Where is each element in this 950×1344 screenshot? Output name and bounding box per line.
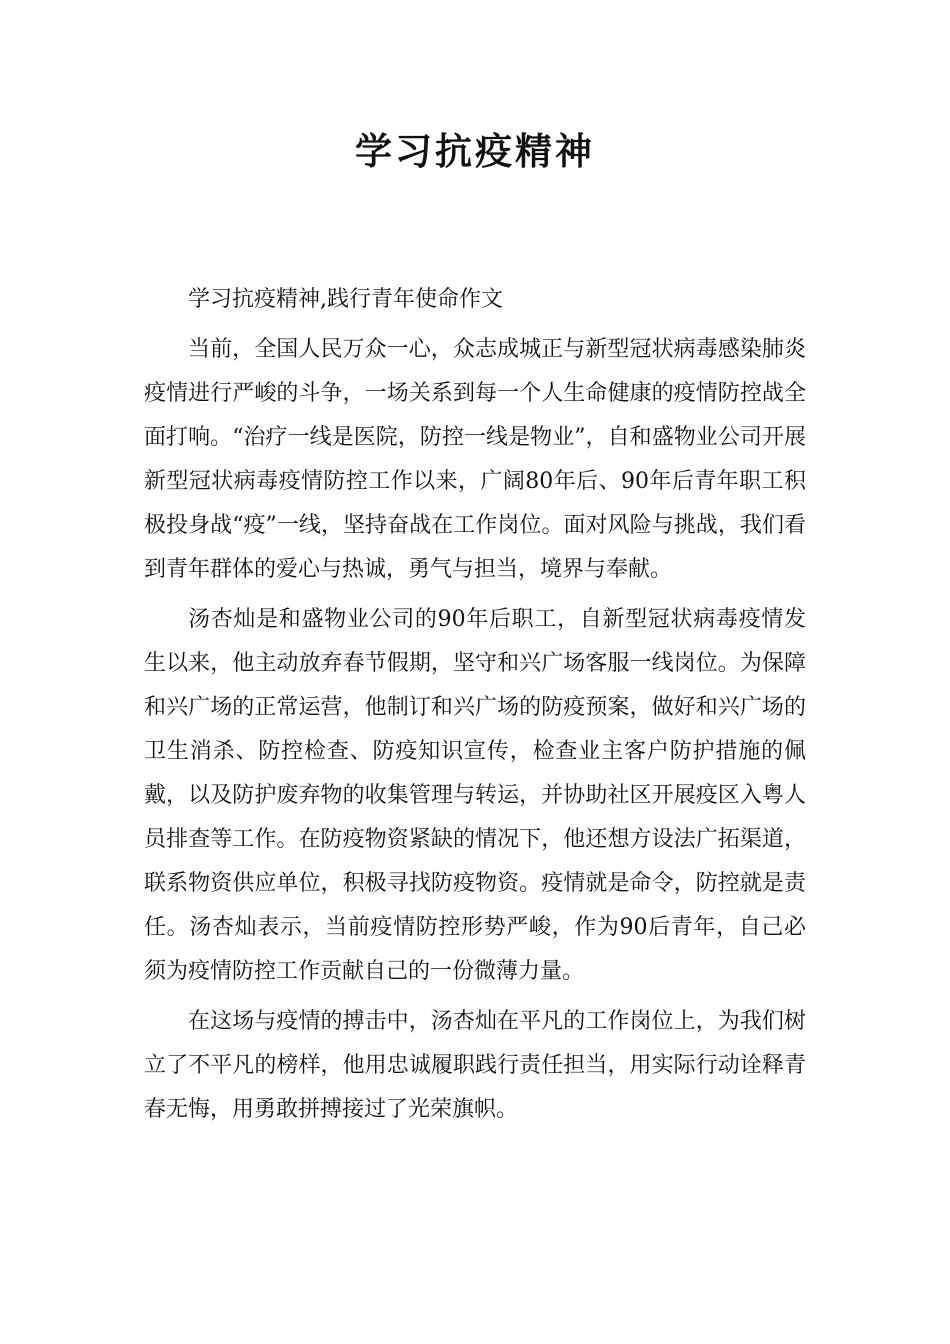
- document-subtitle: 学习抗疫精神,践行青年使命作文: [188, 287, 503, 312]
- paragraph-3: 在这场与疫情的搏击中，汤杏灿在平凡的工作岗位上，为我们树立了不平凡的榜样，他用忠诚履职践行责任担当，用实际行动诠释青春无悔，用勇敢拼搏接过了光荣旗帜。: [144, 1009, 806, 1122]
- document-body: [144, 278, 806, 1138]
- paragraph-2: 汤杏灿是和盛物业公司的90年后职工，自新型冠状病毒疫情发生以来，他主动放弃春节假期，坚守和兴广场客服一线岗位。为保障和兴广场的正常运营，他制订和兴广场的防疫预案，做好和兴广场的卫生消杀、防控检查、防疫知识宣传，检查业主客户防护措施的佩戴，以及防护废弃物的收集管理与转运，并协助社区开展疫区入粤人员排查等工作。在防疫物资紧缺的情况下，他还想方设法广拓渠道，联系物资供应单位，积极寻找防疫物资。疫情就是命令，防控就是责任。汤杏灿表示，当前疫情防控形势严峻，作为90后青年，自己必须为疫情防控工作贡献自己的一份微薄力量。: [144, 607, 806, 984]
- paragraph-1: 当前，全国人民万众一心，众志成城正与新型冠状病毒感染肺炎疫情进行严峻的斗争，一场关系到每一个人生命健康的疫情防控战全面打响。“治疗一线是医院，防控一线是物业”，自和盛物业公司开展新型冠状病毒疫情防控工作以来，广阔80年后、90年后青年职工积极投身战“疫”一线，坚持奋战在工作岗位。面对风险与挑战，我们看到青年群体的爱心与热诚，勇气与担当，境界与奉献。: [144, 337, 806, 582]
- document-title: 学习抗疫精神: [355, 130, 595, 173]
